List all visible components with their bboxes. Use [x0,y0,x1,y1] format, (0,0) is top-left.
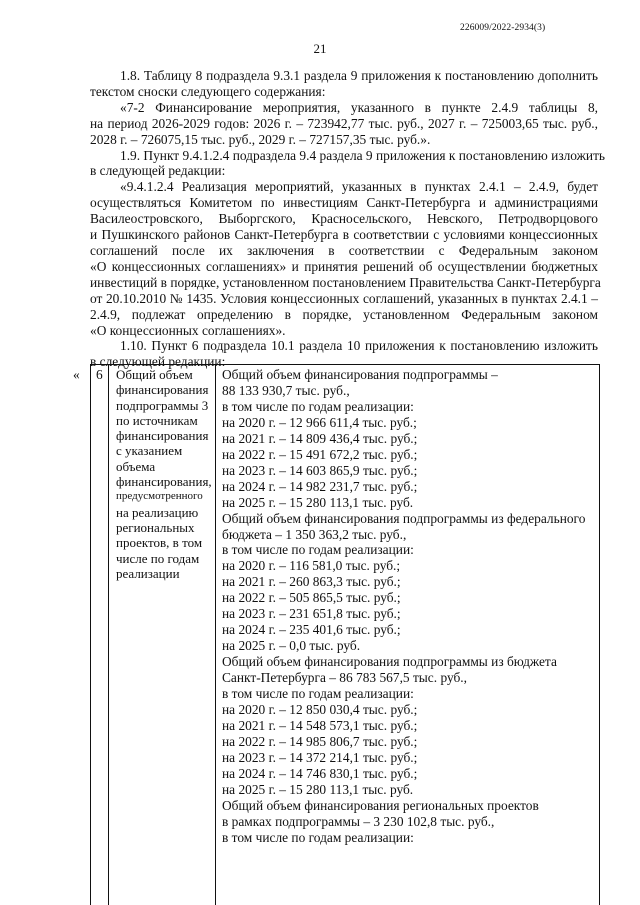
text-line: «О концессионных соглашениях». [90,322,286,338]
cell-line: в том числе по годам реализации: [222,686,414,702]
text-line: 1.10. Пункт 6 подраздела 10.1 раздела 10 приложения к постановлению изложить [120,338,598,354]
document-number: 226009/2022-2934(3) [460,23,546,33]
table-divider [108,364,109,905]
cell-line: Общий объем финансирования региональных проектов [222,797,539,813]
cell-line: на 2025 г. – 15 280 113,1 тыс. руб. [222,781,414,797]
cell-line: на 2020 г. – 12 850 030,4 тыс. руб.; [222,702,418,718]
cell-line: объема [116,458,156,474]
cell-line: на 2022 г. – 14 985 806,7 тыс. руб.; [222,733,418,749]
cell-line: с указанием [116,443,183,459]
text-line: 2.4.9, подлежат определению в порядке, установленном Федеральным законом [90,306,598,322]
cell-line: на 2020 г. – 12 966 611,4 тыс. руб.; [222,414,417,430]
cell-line: на 2023 г. – 231 651,8 тыс. руб.; [222,606,401,622]
body-text [90,68,606,370]
cell-line: реализации [116,565,180,581]
text-line: в следующей редакции: [90,163,226,179]
cell-line: на 2021 г. – 14 548 573,1 тыс. руб.; [222,717,418,733]
text-line: 2028 г. – 726075,15 тыс. руб., 2029 г. – 727157,35 тыс. руб.». [90,131,431,147]
cell-line: на реализацию [116,504,199,520]
cell-line: на 2024 г. – 235 401,6 тыс. руб.; [222,622,401,638]
cell-line: Санкт-Петербурга – 86 783 567,5 тыс. руб., [222,670,467,686]
cell-line: 88 133 930,7 тыс. руб., [222,382,350,398]
cell-line: финансирования [116,428,209,444]
cell-line: на 2024 г. – 14 982 231,7 тыс. руб.; [222,478,418,494]
cell-line: в том числе по годам реализации: [222,829,414,845]
cell-line: проектов, в том [116,535,203,551]
text-line: «9.4.1.2.4 Реализация мероприятий, указанных в пунктах 2.4.1 – 2.4.9, будет [120,179,598,195]
cell-line: предусмотренного [116,490,203,503]
cell-line: на 2025 г. – 15 280 113,1 тыс. руб. [222,494,414,510]
cell-line: бюджета – 1 350 363,2 тыс. руб., [222,526,407,542]
text-line: соглашений после их заключения в соответствии с Федеральным законом [90,242,598,258]
cell-line: финансирования, [116,474,212,490]
cell-line: в том числе по годам реализации: [222,398,414,414]
open-quote: « [73,367,80,382]
text-line: текстом сноски следующего содержания: [90,83,326,99]
cell-line: на 2021 г. – 14 809 436,4 тыс. руб.; [222,430,418,446]
text-line: на период 2026-2029 годов: 2026 г. – 723942,77 тыс. руб., 2027 г. – 725003,65 тыс. руб., [90,115,598,131]
left-cell [116,367,212,581]
cell-line: подпрограммы 3 [116,397,209,413]
cell-line: Общий объем [116,367,193,382]
cell-line: на 2023 г. – 14 372 214,1 тыс. руб.; [222,749,418,765]
table-divider [215,364,216,905]
cell-line: Общий объем финансирования подпрограммы – [222,367,498,382]
cell-line: на 2022 г. – 15 491 672,2 тыс. руб.; [222,446,418,462]
cell-line: по источникам [116,412,198,428]
text-line: и Пушкинского районов Санкт-Петербурга в соответствии с условиями концессионных [90,227,598,243]
cell-line: Общий объем финансирования подпрограммы из федерального [222,510,586,526]
cell-line: Общий объем финансирования подпрограммы из бюджета [222,654,557,670]
right-cell [222,367,592,846]
cell-line: на 2022 г. – 505 865,5 тыс. руб.; [222,590,401,606]
text-line: в следующей редакции: [90,354,226,370]
cell-line: на 2023 г. – 14 603 865,9 тыс. руб.; [222,462,418,478]
cell-line: на 2021 г. – 260 863,3 тыс. руб.; [222,574,401,590]
text-line: инвестиций в порядке, установленном постановлением Правительства Санкт-Петербурга [90,274,601,290]
page-number: 21 [313,41,327,56]
text-line: от 20.10.2010 № 1435. Условия концессионных соглашений, указанных в пунктах 2.4.1 – [90,290,598,306]
text-line: «О концессионных соглашениях» и принятия решений об осуществлении бюджетных [90,258,598,274]
cell-line: на 2024 г. – 14 746 830,1 тыс. руб.; [222,765,418,781]
text-line: 1.8. Таблицу 8 подраздела 9.3.1 раздела 9 приложения к постановлению дополнить [120,68,598,83]
cell-line: на 2020 г. – 116 581,0 тыс. руб.; [222,558,401,574]
cell-line: в том числе по годам реализации: [222,542,414,558]
text-line: Василеостровского, Выборгского, Красносельского, Невского, Петродворцового [90,211,598,227]
text-line: осуществляться Комитетом по инвестициям Санкт-Петербурга и администрациями [90,195,598,211]
cell-line: в рамках подпрограммы – 3 230 102,8 тыс. руб., [222,813,495,829]
cell-line: финансирования [116,382,209,398]
text-line: «7-2 Финансирование мероприятия, указанного в пункте 2.4.9 таблицы 8, [120,99,598,115]
row-number: 6 [96,367,103,382]
cell-line: региональных [116,519,195,535]
cell-line: числе по годам [116,550,200,566]
text-line: 1.9. Пункт 9.4.1.2.4 подраздела 9.4 раздела 9 приложения к постановлению изложить [120,147,606,163]
cell-line: на 2025 г. – 0,0 тыс. руб. [222,638,361,654]
